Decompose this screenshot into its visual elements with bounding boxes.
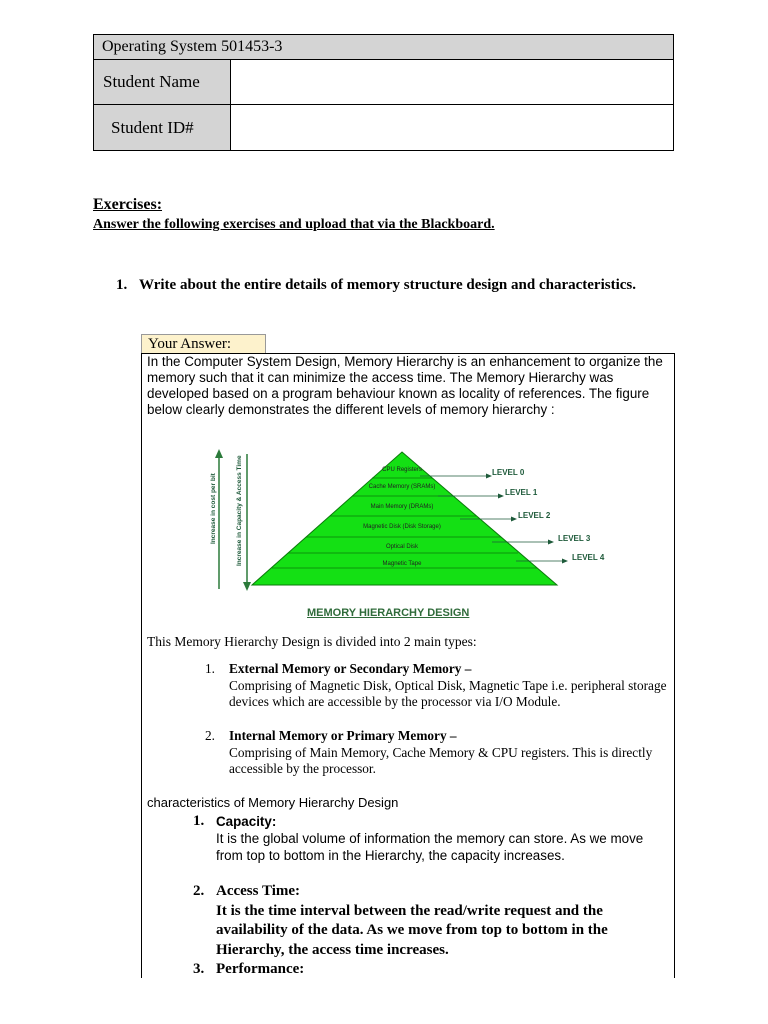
- characteristic-title: Performance:: [216, 961, 305, 977]
- characteristic-title: Access Time:: [216, 883, 301, 899]
- answer-box[interactable]: [141, 353, 675, 978]
- characteristic-number: 3.: [193, 961, 205, 977]
- capacity-axis-head: [243, 582, 251, 591]
- student-name-row: [94, 59, 673, 104]
- characteristic-performance: [147, 960, 672, 978]
- student-name-field[interactable]: [231, 60, 673, 104]
- memory-hierarchy-diagram: [192, 444, 632, 634]
- type-desc: Comprising of Magnetic Disk, Optical Disk, Magnetic Tape i.e. peripheral storage devices which are accessible by the processor via I/O Module.: [229, 677, 667, 709]
- type-number: 1.: [205, 661, 215, 676]
- course-title: Operating System 501453-3: [94, 35, 673, 59]
- cost-axis-head: [215, 449, 223, 458]
- level-2-label: LEVEL 2: [518, 511, 551, 520]
- cost-axis-label: Increase in cost per bit: [210, 473, 217, 544]
- type-title: External Memory or Secondary Memory –: [229, 661, 472, 676]
- level-1-label: LEVEL 1: [505, 488, 538, 497]
- tier-magnetic-disk: Magnetic Disk (Disk Storage): [363, 524, 441, 530]
- characteristic-desc: It is the time interval between the read/write request and the availability of the data. As we move from top to bottom in the Hierarchy, the access time increases.: [216, 902, 608, 958]
- level-0-label: LEVEL 0: [492, 468, 525, 477]
- question-1: [116, 276, 636, 294]
- question-number: 1.: [116, 277, 128, 293]
- type-number: 2.: [205, 728, 215, 743]
- type-title: Internal Memory or Primary Memory –: [229, 728, 457, 743]
- student-name-label: Student Name: [94, 60, 231, 104]
- characteristic-title: Capacity:: [216, 814, 277, 829]
- question-text: Write about the entire details of memory structure design and characteristics.: [139, 277, 636, 293]
- type-item-internal: [147, 728, 667, 778]
- types-intro: This Memory Hierarchy Design is divided into 2 main types:: [147, 634, 477, 649]
- level-3-label: LEVEL 3: [558, 534, 591, 543]
- type-desc: Comprising of Main Memory, Cache Memory & CPU registers. This is directly accessible by the processor.: [229, 744, 653, 776]
- characteristics-title: characteristics of Memory Hierarchy Design: [147, 795, 399, 810]
- capacity-axis-label: Increase in Capacity & Access Time: [236, 455, 243, 566]
- tier-cache-memory: Cache Memory (SRAMs): [368, 484, 436, 490]
- characteristic-desc: It is the global volume of information the memory can store. As we move from top to bottom in the Hierarchy, the capacity increases.: [216, 831, 644, 863]
- level-4-label: LEVEL 4: [572, 553, 605, 562]
- student-id-row: [94, 104, 673, 150]
- characteristic-number: 1.: [193, 813, 205, 829]
- header-table: [93, 34, 674, 151]
- your-answer-label: Your Answer:: [141, 334, 266, 354]
- answer-intro: In the Computer System Design, Memory Hierarchy is an enhancement to organize the memory such that it can minimize the access time. The Memory Hierarchy was developed based on a program behaviour known as locality of references. The figure below clearly demonstrates the different levels of memory hierarchy :: [147, 354, 663, 418]
- exercises-subtitle: Answer the following exercises and upload that via the Blackboard.: [93, 217, 495, 232]
- characteristic-number: 2.: [193, 883, 205, 899]
- tier-cpu-registers: CPU Registers: [382, 467, 422, 473]
- type-item-external: [147, 661, 667, 711]
- tier-optical-disk: Optical Disk: [385, 544, 418, 550]
- tier-main-memory: Main Memory (DRAMs): [370, 504, 434, 510]
- student-id-field[interactable]: [231, 105, 673, 150]
- characteristic-capacity: [147, 813, 672, 864]
- exercises-title: Exercises:: [93, 196, 163, 213]
- characteristic-access-time: [147, 882, 672, 960]
- tier-magnetic-tape: Magnetic Tape: [382, 561, 422, 567]
- student-id-label: Student ID#: [94, 105, 231, 150]
- diagram-title: MEMORY HIERARCHY DESIGN: [307, 607, 470, 619]
